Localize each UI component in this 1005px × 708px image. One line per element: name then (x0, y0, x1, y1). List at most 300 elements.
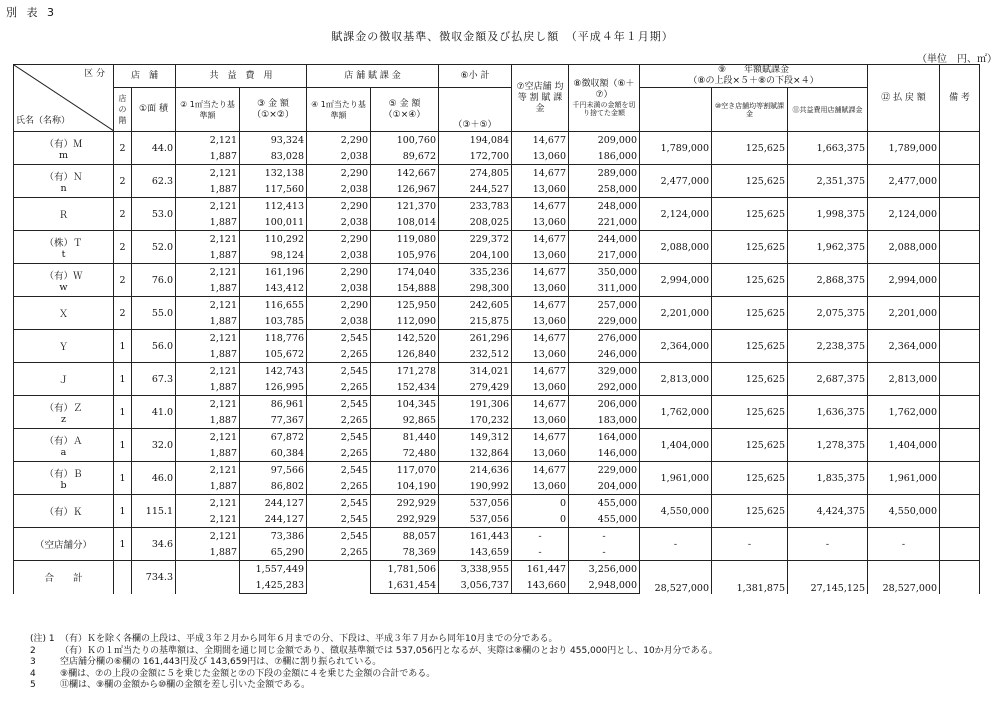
row-kingaku2-upper: 100,760 (371, 132, 439, 149)
row-kijun2-lower: 2,265 (307, 346, 371, 363)
row-harai: 2,201,000 (868, 297, 940, 330)
row-kingaku1-lower: 60,384 (240, 445, 307, 462)
row-c11: 1,998,375 (788, 198, 868, 231)
row-chosyu-upper: 206,000 (569, 396, 640, 413)
row-aki-upper: 14,677 (512, 396, 569, 413)
row-kingaku1-upper: 132,138 (240, 165, 307, 182)
row-c11: 2,075,375 (788, 297, 868, 330)
row-kijun2-lower: 2,038 (307, 247, 371, 264)
total-nengaku: 28,527,000 (640, 561, 712, 594)
row-kai: 2 (114, 198, 132, 231)
row-harai: 2,994,000 (868, 264, 940, 297)
row-kingaku2-lower: 78,369 (371, 544, 439, 561)
row-chosyu-lower: 146,000 (569, 445, 640, 462)
row-kingaku2-lower: 152,434 (371, 379, 439, 396)
row-shokei-upper: 233,783 (439, 198, 512, 215)
header-chosyu-cell (569, 65, 640, 132)
row-kingaku2-lower: 89,672 (371, 148, 439, 165)
row-shokei-lower: 244,527 (439, 181, 512, 198)
row-area: 115.1 (132, 495, 176, 528)
row-nengaku: 2,477,000 (640, 165, 712, 198)
row-kingaku2-lower: 72,480 (371, 445, 439, 462)
row-kijun1-lower: 1,887 (176, 478, 240, 495)
row-shokei-upper: 537,056 (439, 495, 512, 512)
row-kingaku1-upper: 97,566 (240, 462, 307, 479)
header-tenpo: 店 舗 (114, 65, 176, 88)
row-kingaku1-upper: 244,127 (240, 495, 307, 512)
row-aki-upper: 14,677 (512, 264, 569, 281)
header-shokei: ⑥小 計 (439, 65, 512, 88)
row-name (14, 330, 114, 363)
row-chosyu-lower: - (569, 544, 640, 561)
row-kijun1-lower: 1,887 (176, 181, 240, 198)
header-kingaku1: ③ 金 額（①×②） (240, 88, 307, 132)
header-nengaku-spacer (640, 88, 712, 132)
row-kingaku1-upper: 67,872 (240, 429, 307, 446)
row-shokei-lower: 232,512 (439, 346, 512, 363)
row-kingaku2-lower: 104,190 (371, 478, 439, 495)
row-aki-lower: 13,060 (512, 478, 569, 495)
row-chosyu-upper: 248,000 (569, 198, 640, 215)
row-kingaku2-lower: 126,967 (371, 181, 439, 198)
row-aki-upper: 14,677 (512, 198, 569, 215)
row-aki-lower: 13,060 (512, 181, 569, 198)
row-name (14, 297, 114, 330)
row-chosyu-lower: 217,000 (569, 247, 640, 264)
row-kijun1-lower: 1,887 (176, 544, 240, 561)
row-c11: 2,687,375 (788, 363, 868, 396)
total-aki-lower: 143,660 (512, 577, 569, 594)
row-kijun1-upper: 2,121 (176, 330, 240, 347)
total-c11: 27,145,125 (788, 561, 868, 594)
row-kingaku2-upper: 174,040 (371, 264, 439, 281)
row-nengaku: 2,994,000 (640, 264, 712, 297)
row-area: 76.0 (132, 264, 176, 297)
row-chosyu-lower: 186,000 (569, 148, 640, 165)
row-name-primary: （株）Ｔ (44, 237, 83, 249)
row-kingaku2-upper: 142,667 (371, 165, 439, 182)
row-kijun2-lower: 2,038 (307, 313, 371, 330)
row-chosyu-upper: - (569, 528, 640, 545)
row-kijun1-upper: 2,121 (176, 495, 240, 512)
row-c11: 2,351,375 (788, 165, 868, 198)
row-aki-upper: - (512, 528, 569, 545)
footnote-text: （有）Ｋを除く各欄の上段は、平成３年２月から同年６月までの分、下段は、平成３年７月から同年10月までの分である。 (60, 634, 558, 644)
row-kijun2-upper: 2,545 (307, 330, 371, 347)
row-name (14, 462, 114, 495)
row-chosyu-lower: 204,000 (569, 478, 640, 495)
row-kingaku1-lower: 244,127 (240, 511, 307, 528)
row-shokei-upper: 261,296 (439, 330, 512, 347)
row-kai: 2 (114, 297, 132, 330)
row-name-primary: Ｘ (58, 309, 69, 320)
row-shokei-upper: 229,372 (439, 231, 512, 248)
header-menseki: ①面 積 (132, 88, 176, 132)
footnote-number: (注) 1 (30, 634, 55, 644)
row-kingaku1-upper: 112,413 (240, 198, 307, 215)
row-kingaku2-upper: 142,520 (371, 330, 439, 347)
row-name-primary: （有）Ｂ (44, 468, 83, 480)
row-kijun2-upper: 2,545 (307, 396, 371, 413)
row-nengaku: 4,550,000 (640, 495, 712, 528)
row-c10: 125,625 (712, 462, 788, 495)
row-biko (940, 264, 980, 297)
row-kingaku2-upper: 125,950 (371, 297, 439, 314)
row-c11: 1,835,375 (788, 462, 868, 495)
row-kijun1-lower: 1,887 (176, 346, 240, 363)
page-title: 賦課金の徴収基準、徴収金額及び払戻し額 （平成４年１月期） (331, 30, 674, 43)
header-chosyu-sub: 千円未満の金額を切り捨てた金額 (572, 101, 636, 117)
row-kijun1-upper: 2,121 (176, 363, 240, 380)
footnote (30, 680, 718, 692)
row-aki-lower: - (512, 544, 569, 561)
row-harai: 1,762,000 (868, 396, 940, 429)
row-c11: 2,238,375 (788, 330, 868, 363)
row-shokei-lower: 279,429 (439, 379, 512, 396)
row-name (14, 198, 114, 231)
row-aki-lower: 13,060 (512, 313, 569, 330)
row-kingaku1-lower: 105,672 (240, 346, 307, 363)
row-kingaku2-lower: 112,090 (371, 313, 439, 330)
row-kijun1-upper: 2,121 (176, 264, 240, 281)
row-aki-lower: 13,060 (512, 412, 569, 429)
total-kingaku1-lower: 1,425,283 (240, 577, 307, 594)
row-kingaku1-lower: 86,802 (240, 478, 307, 495)
row-nengaku: 2,201,000 (640, 297, 712, 330)
row-kai: 1 (114, 429, 132, 462)
row-kijun1-upper: 2,121 (176, 165, 240, 182)
row-shokei-lower: 190,992 (439, 478, 512, 495)
row-c11: - (788, 528, 868, 561)
row-kijun2-lower: 2,038 (307, 280, 371, 297)
row-name-secondary: b (60, 479, 67, 491)
footnote-number: 3 (30, 657, 36, 667)
row-biko (940, 132, 980, 165)
row-kijun1-lower: 1,887 (176, 214, 240, 231)
row-harai: 1,789,000 (868, 132, 940, 165)
row-shokei-upper: 191,306 (439, 396, 512, 413)
row-chosyu-upper: 350,000 (569, 264, 640, 281)
row-chosyu-upper: 276,000 (569, 330, 640, 347)
row-kingaku2-upper: 171,278 (371, 363, 439, 380)
row-chosyu-upper: 229,000 (569, 462, 640, 479)
header-shokei-formula: （③＋⑤） (439, 88, 512, 132)
total-area: 734.3 (132, 561, 176, 594)
row-kijun2-lower: 2,038 (307, 214, 371, 231)
row-area: 56.0 (132, 330, 176, 363)
row-kijun2-lower: 2,265 (307, 478, 371, 495)
row-kijun2-lower: 2,265 (307, 379, 371, 396)
row-biko (940, 297, 980, 330)
row-kingaku2-lower: 292,929 (371, 511, 439, 528)
row-nengaku: 2,364,000 (640, 330, 712, 363)
row-name-primary: Ｙ (58, 342, 69, 353)
total-c10: 1,381,875 (712, 561, 788, 594)
row-kijun2-upper: 2,290 (307, 231, 371, 248)
row-kai: 1 (114, 330, 132, 363)
footnote (30, 657, 718, 669)
row-shokei-lower: 215,875 (439, 313, 512, 330)
total-aki-upper: 161,447 (512, 561, 569, 578)
row-biko (940, 429, 980, 462)
header-kijun1: ② 1㎡当たり基準額 (176, 88, 240, 132)
row-aki-upper: 14,677 (512, 462, 569, 479)
row-harai: 2,477,000 (868, 165, 940, 198)
row-shokei-lower: 132,864 (439, 445, 512, 462)
row-name-secondary: n (60, 182, 67, 194)
total-shokei-upper: 3,338,955 (439, 561, 512, 578)
row-name (14, 132, 114, 165)
row-biko (940, 528, 980, 561)
row-aki-upper: 14,677 (512, 231, 569, 248)
row-area: 67.3 (132, 363, 176, 396)
row-kingaku2-upper: 104,345 (371, 396, 439, 413)
row-kijun2-upper: 2,290 (307, 198, 371, 215)
row-nengaku: 2,124,000 (640, 198, 712, 231)
row-biko (940, 462, 980, 495)
row-area: 46.0 (132, 462, 176, 495)
row-nengaku: 1,961,000 (640, 462, 712, 495)
header-nengaku-cell (640, 65, 868, 88)
row-kijun2-lower: 2,265 (307, 544, 371, 561)
row-kingaku1-upper: 118,776 (240, 330, 307, 347)
row-shokei-lower: 298,300 (439, 280, 512, 297)
row-kai: 1 (114, 528, 132, 561)
row-kijun1-upper: 2,121 (176, 429, 240, 446)
header-aki: ⑦空店舗 均 等 割 賦 課 金 (512, 65, 569, 132)
row-chosyu-lower: 311,000 (569, 280, 640, 297)
row-harai: 1,961,000 (868, 462, 940, 495)
row-aki-lower: 13,060 (512, 280, 569, 297)
footnotes (30, 634, 718, 692)
row-c10: 125,625 (712, 495, 788, 528)
row-shokei-lower: 143,659 (439, 544, 512, 561)
row-kijun1-lower: 2,121 (176, 511, 240, 528)
header-kubun: 区 分 (84, 69, 105, 79)
row-kingaku2-lower: 105,976 (371, 247, 439, 264)
row-shokei-upper: 242,605 (439, 297, 512, 314)
footnote (30, 634, 718, 646)
row-kingaku1-upper: 116,655 (240, 297, 307, 314)
row-aki-upper: 14,677 (512, 132, 569, 149)
row-chosyu-upper: 209,000 (569, 132, 640, 149)
row-kingaku2-upper: 292,929 (371, 495, 439, 512)
total-kingaku1-upper: 1,557,449 (240, 561, 307, 578)
row-chosyu-lower: 292,000 (569, 379, 640, 396)
row-name (14, 363, 114, 396)
row-area: 41.0 (132, 396, 176, 429)
row-nengaku: 1,762,000 (640, 396, 712, 429)
row-kijun2-upper: 2,290 (307, 165, 371, 182)
row-aki-lower: 13,060 (512, 445, 569, 462)
header-fuka: 店 舗 賦 課 金 (307, 65, 439, 88)
row-chosyu-upper: 329,000 (569, 363, 640, 380)
row-c10: 125,625 (712, 165, 788, 198)
row-kijun1-upper: 2,121 (176, 528, 240, 545)
row-c11: 1,278,375 (788, 429, 868, 462)
row-kijun1-lower: 1,887 (176, 280, 240, 297)
row-kingaku1-upper: 161,196 (240, 264, 307, 281)
row-aki-upper: 14,677 (512, 297, 569, 314)
header-nengaku-formula: （⑧の上段×５＋⑧の下段×４） (688, 76, 819, 86)
row-kingaku1-upper: 73,386 (240, 528, 307, 545)
row-harai: 1,404,000 (868, 429, 940, 462)
row-aki-lower: 13,060 (512, 148, 569, 165)
total-harai: 28,527,000 (868, 561, 940, 594)
total-kai (114, 561, 132, 594)
row-kingaku1-lower: 100,011 (240, 214, 307, 231)
total-chosyu-upper: 3,256,000 (569, 561, 640, 578)
row-chosyu-upper: 164,000 (569, 429, 640, 446)
row-kingaku1-lower: 77,367 (240, 412, 307, 429)
row-c11: 4,424,375 (788, 495, 868, 528)
row-nengaku: - (640, 528, 712, 561)
row-kijun2-lower: 2,038 (307, 181, 371, 198)
row-kai: 1 (114, 363, 132, 396)
row-shokei-lower: 208,025 (439, 214, 512, 231)
row-kijun1-upper: 2,121 (176, 396, 240, 413)
row-kijun2-lower: 2,265 (307, 412, 371, 429)
row-area: 62.3 (132, 165, 176, 198)
total-kijun2 (307, 561, 371, 594)
row-name-primary: Ｒ (58, 210, 69, 221)
row-kijun1-lower: 1,887 (176, 379, 240, 396)
row-c10: 125,625 (712, 396, 788, 429)
row-biko (940, 198, 980, 231)
row-biko (940, 231, 980, 264)
row-kingaku2-lower: 92,865 (371, 412, 439, 429)
row-name-primary: （空店舗分） (34, 540, 92, 551)
row-c10: 125,625 (712, 231, 788, 264)
row-kai: 1 (114, 495, 132, 528)
unit-label: （単位 円、㎡） (917, 54, 997, 65)
row-aki-upper: 14,677 (512, 363, 569, 380)
row-name-primary: （有）Ａ (44, 435, 83, 447)
header-c10: ⑩空き店舗均等割賦課金 (712, 88, 788, 132)
row-area: 52.0 (132, 231, 176, 264)
row-kijun2-upper: 2,545 (307, 495, 371, 512)
row-biko (940, 330, 980, 363)
row-kingaku2-lower: 154,888 (371, 280, 439, 297)
row-c10: - (712, 528, 788, 561)
row-chosyu-lower: 221,000 (569, 214, 640, 231)
row-nengaku: 1,404,000 (640, 429, 712, 462)
row-kingaku1-upper: 93,324 (240, 132, 307, 149)
row-aki-lower: 13,060 (512, 247, 569, 264)
row-name (14, 231, 114, 264)
row-name-primary: （有）Ｋ (44, 507, 83, 518)
row-aki-upper: 14,677 (512, 429, 569, 446)
row-area: 55.0 (132, 297, 176, 330)
row-chosyu-lower: 229,000 (569, 313, 640, 330)
row-kijun2-lower: 2,265 (307, 445, 371, 462)
header-kingaku2: ⑤ 金 額（①×④） (371, 88, 439, 132)
row-area: 32.0 (132, 429, 176, 462)
row-shokei-lower: 172,700 (439, 148, 512, 165)
table-tag: 別 表 3 (6, 6, 57, 19)
row-chosyu-lower: 258,000 (569, 181, 640, 198)
footnote-number: 2 (30, 645, 36, 656)
row-harai: 2,088,000 (868, 231, 940, 264)
row-aki-lower: 0 (512, 511, 569, 528)
row-chosyu-lower: 455,000 (569, 511, 640, 528)
footnote-text: ⑨欄は、⑦の上段の金額に５を乗じた金額と⑦の下段の金額に４を乗じた金額の合計である。 (60, 668, 436, 679)
header-chosyu: ⑧徴収額（⑥＋⑦） (573, 79, 635, 100)
footnote (30, 646, 718, 658)
row-name (14, 429, 114, 462)
row-kingaku1-upper: 142,743 (240, 363, 307, 380)
row-name-primary: Ｊ (58, 375, 69, 386)
row-name-primary: （有）Ｍ (44, 138, 83, 150)
row-aki-upper: 14,677 (512, 330, 569, 347)
row-kingaku1-lower: 117,560 (240, 181, 307, 198)
row-kijun2-upper: 2,290 (307, 132, 371, 149)
row-kai: 2 (114, 132, 132, 165)
row-shokei-lower: 204,100 (439, 247, 512, 264)
row-kingaku2-upper: 88,057 (371, 528, 439, 545)
row-kingaku1-lower: 103,785 (240, 313, 307, 330)
row-chosyu-lower: 246,000 (569, 346, 640, 363)
row-kingaku1-lower: 126,995 (240, 379, 307, 396)
row-aki-lower: 13,060 (512, 214, 569, 231)
row-name (14, 528, 114, 561)
row-kingaku1-lower: 83,028 (240, 148, 307, 165)
row-kijun2-upper: 2,545 (307, 429, 371, 446)
row-kingaku1-upper: 86,961 (240, 396, 307, 413)
row-aki-upper: 14,677 (512, 165, 569, 182)
row-name (14, 495, 114, 528)
row-kijun2-upper: 2,290 (307, 297, 371, 314)
row-name-secondary: a (60, 446, 67, 458)
row-nengaku: 2,813,000 (640, 363, 712, 396)
row-name-secondary: z (60, 413, 66, 425)
header-harai: ⑫ 払 戻 額 (868, 65, 940, 132)
header-name: 氏名（名称） (16, 116, 71, 126)
row-kingaku2-lower: 126,840 (371, 346, 439, 363)
row-biko (940, 495, 980, 528)
row-kingaku1-lower: 98,124 (240, 247, 307, 264)
row-name (14, 165, 114, 198)
row-kingaku2-upper: 121,370 (371, 198, 439, 215)
row-name-secondary: w (59, 281, 68, 293)
row-kingaku2-upper: 119,080 (371, 231, 439, 248)
row-kijun2-lower: 2,038 (307, 148, 371, 165)
row-c10: 125,625 (712, 330, 788, 363)
row-kingaku1-lower: 143,412 (240, 280, 307, 297)
total-shokei-lower: 3,056,737 (439, 577, 512, 594)
row-kijun1-upper: 2,121 (176, 198, 240, 215)
row-area: 44.0 (132, 132, 176, 165)
header-biko: 備 考 (940, 65, 980, 132)
row-shokei-upper: 314,021 (439, 363, 512, 380)
row-harai: 2,124,000 (868, 198, 940, 231)
row-kingaku2-upper: 81,440 (371, 429, 439, 446)
row-name-secondary: t (61, 248, 66, 260)
row-kai: 2 (114, 165, 132, 198)
row-name-primary: （有）Ｎ (44, 171, 83, 183)
row-harai: 2,364,000 (868, 330, 940, 363)
row-harai: - (868, 528, 940, 561)
header-kyoeki: 共 益 費 用 (176, 65, 307, 88)
total-kingaku2-upper: 1,781,506 (371, 561, 439, 578)
row-c10: 125,625 (712, 297, 788, 330)
footnote-text: （有）Ｋの１㎡当たりの基準額は、全期間を通じ同じ金額であり、徴収基準額では 537,056円となるが、実際は⑧欄のとおり 455,000円とし、10か月分である。 (60, 645, 718, 656)
footnote-number: 5 (30, 680, 36, 690)
row-kijun1-lower: 1,887 (176, 148, 240, 165)
row-shokei-upper: 335,236 (439, 264, 512, 281)
footnote-text: ⑪欄は、⑨欄の金額から⑩欄の金額を差し引いた金額である。 (60, 680, 311, 690)
row-shokei-lower: 537,056 (439, 511, 512, 528)
